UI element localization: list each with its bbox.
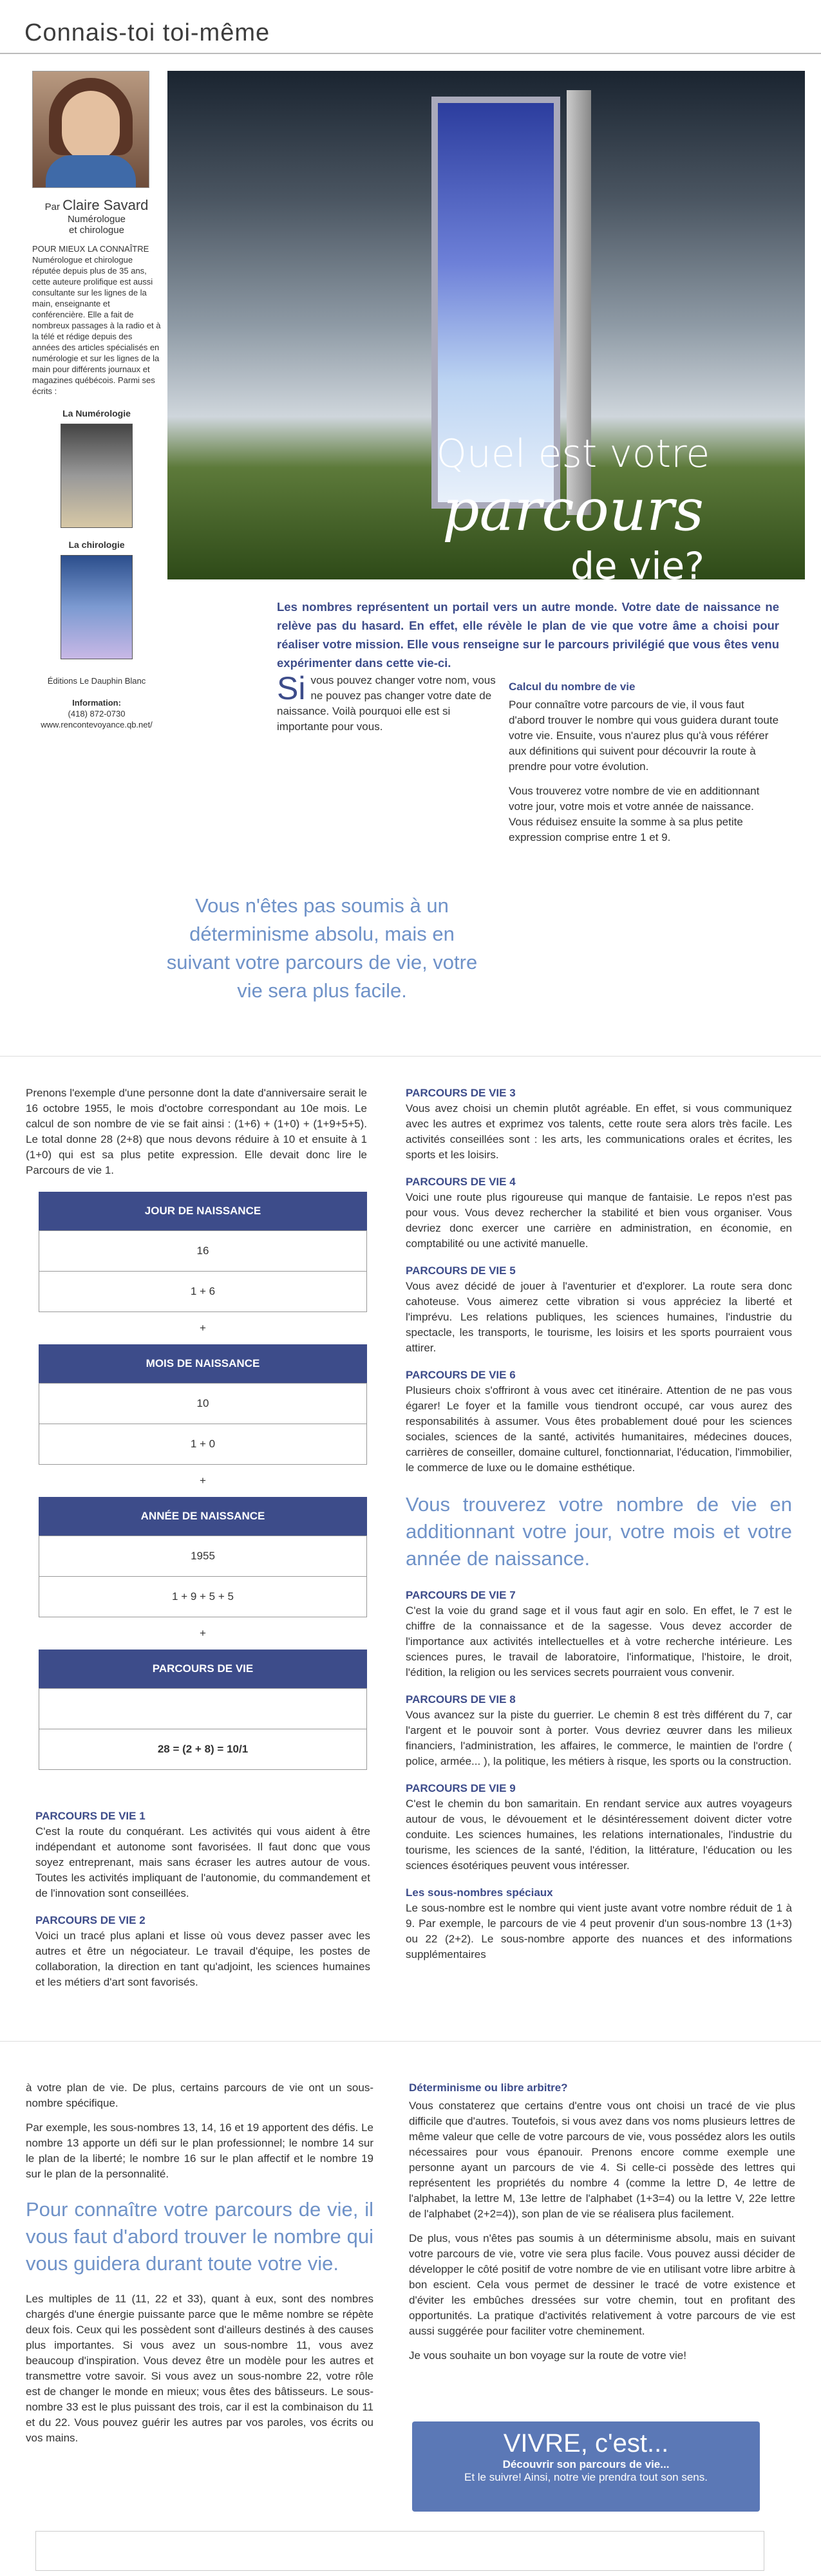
table-cell: 1 + 6 (39, 1272, 367, 1312)
page-2 (0, 1056, 821, 2022)
table-cell: 10 (39, 1384, 367, 1424)
table-header-jour: JOUR DE NAISSANCE (39, 1192, 367, 1231)
section-header (0, 0, 821, 58)
pull-quote: Vous n'êtes pas soumis à un déterminisme absolu, mais en suivant votre parcours de vie, votre vie sera plus facile. (166, 894, 478, 1002)
pv8-text: Vous avancez sur la piste du guerrier. Le chemin 8 est très différent du 7, car l'argent et le pouvoir sont à porter. Vous devriez œuvrer dans les milieux financiers, l'administration, les affaires, le commerce, le maintien de l'ordre ( police, armée... ), la politique, les métiers à risque, les sports ou la construction. (406, 1709, 792, 1767)
title-line-2: parcours (442, 476, 704, 544)
page-3 (0, 2041, 821, 2576)
vivre-box (412, 2421, 760, 2512)
author-bio: POUR MIEUX LA CONNAÎTRE Numérologue et chirologue réputée depuis plus de 35 ans, cette auteure prolifique est aussi consultante sur les lignes de la main, enseignante et conférencière. Elle a fait de nombreux passages à la radio et à la télé et rédige depuis des années des articles spécialisés en numérologie et sur les lignes de la main pour différents journaux et magazines québécois. Parmi ses écrits : (32, 244, 161, 396)
info-label: Information: (72, 698, 121, 708)
calcul-title: Calcul du nombre de vie (509, 681, 636, 693)
plus-sign: + (200, 1322, 206, 1334)
parcours-left-column (35, 1797, 370, 1990)
book-numerologie (32, 408, 161, 528)
pv2-title: PARCOURS DE VIE 2 (35, 1914, 146, 1926)
website-link[interactable]: www.rencontevoyance.qb.net/ (41, 720, 153, 729)
p3-r2: De plus, vous n'êtes pas soumis à un déterminisme absolu, mais en suivant votre parcours de vie, votre vie sera plus facile. Vous pouvez aussi décider de développer le côté positif de votre nombre de vie en utilisant votre libre arbitre à bon escient. Cela vous permet de dessiner le tracé de votre existence et d'éviter les embûches dressées sur votre chemin, tout en profitant des opportunités. La pratique d'activités relativement à votre parcours de vie est aussi suggérée pour faciliter votre cheminement. (409, 2232, 795, 2337)
lead-paragraph: Les nombres représentent un portail vers un autre monde. Votre date de naissance ne relève pas du hasard. En effet, elle révèle le plan de vie que votre âme a choisi pour réaliser votre mission. Elle vous renseigne sur le parcours privilégié que vous êtes venu expérimenter dans cette vie-ci. (277, 600, 779, 670)
pv8-title: PARCOURS DE VIE 8 (406, 1693, 516, 1706)
intro-paragraph (277, 670, 496, 735)
book-cover-image (61, 424, 133, 528)
table-header-annee: ANNÉE DE NAISSANCE (39, 1497, 367, 1536)
table-cell-empty (39, 1689, 367, 1729)
pv3-title: PARCOURS DE VIE 3 (406, 1087, 516, 1099)
pull-quote-2: Vous trouverez votre nombre de vie en additionnant votre jour, votre mois et votre année de naissance. (406, 1493, 792, 1570)
author-photo (32, 71, 149, 188)
pv2-text: Voici un tracé plus aplani et lisse où vous devez passer avec les autres et être un négociateur. Le travail d'équipe, les postes de collaboration, la direction en tant qu'adjoint, les sciences humaines et les métiers d'art sont favorisés. (35, 1930, 370, 1988)
title-line-1: Quel est votre (436, 431, 710, 476)
pv6-text: Plusieurs choix s'offriront à vous avec cet itinéraire. Attention de ne pas vous égarer! Le foyer et la famille vous tiendront occupé, car vous aurez des responsabilités à assumer. Vous êtes probablement doué pour les sciences sociales, sciences de la santé, activités humanitaires, médecines douces, carrières de conseiller, domaine culturel, fonctionnariat, l'éducation, l'immobilier, le commerce de luxe ou le domaine esthétique. (406, 1384, 792, 1474)
page3-left-column (26, 2080, 373, 2446)
table-cell-result: 28 = (2 + 8) = 10/1 (39, 1729, 367, 1770)
p3-r1: Vous constaterez que certains d'entre vous ont choisi un tracé de vie plus difficile que d'autres. Toutefois, si vous avez dans vos noms plusieurs lettres de même valeur que celle de votre parcours de vie, vous possédez alors les outils nécessaires pour vous épanouir. Prenons encore comme exemple une personne ayant un parcours de vie 4. Si celle-ci possède des lettres qui représentent les propriétés du nombre 4 (comme la lettre D, 4e lettre de l'alphabet, la lettre M, 13e lettre de l'alphabet (1+3=4) ou la lettre V, 22e lettre de l'alphabet (2+2=4)), son plan de vie se réalisera plus facilement. (409, 2100, 795, 2220)
author-sidebar (32, 71, 161, 730)
p3-l3: Les multiples de 11 (11, 22 et 33), quant à eux, sont des nombres chargés d'une énergie puissante parce que le même nombre se répète deux fois. Ceux qui les possèdent sont d'ailleurs destinés à des causes plus importantes. Si vous avez un sous-nombre 11, vous avez beaucoup d'inspiration. Vous devez être un modèle pour les autres et transmettre votre savoir. Si vous avez un sous-nombre 22, votre rôle est de changer le monde en mieux; vous êtes des bâtisseurs. Le sous-nombre 33 est le plus puissant des trois, car il est la combinaison du 11 et du 22. Vous pouvez guérir les autres par vos paroles, vos écrits ou vos mains. (26, 2293, 373, 2444)
pv4-text: Voici une route plus rigoureuse qui manque de fantaisie. Le repos n'est pas pour vous. Vous devez rechercher la stabilité et bien vous organiser. Vous devriez donc exercer une carrière en administration, en économie, en comptabilité ou une activité manuelle. (406, 1191, 792, 1250)
table-cell: 1 + 9 + 5 + 5 (39, 1577, 367, 1617)
title-line-3: de vie? (571, 544, 704, 579)
phone: (418) 872-0730 (68, 709, 126, 719)
section-title: Connais-toi toi-même (24, 19, 270, 46)
table-header-mois: MOIS DE NAISSANCE (39, 1344, 367, 1384)
hero-image (167, 71, 805, 579)
intro-text: vous pouvez changer votre nom, vous ne pouvez pas changer votre date de naissance. Voilà pourquoi elle est si importante pour vous. (277, 674, 496, 733)
sous-nombres-text: Le sous-nombre est le nombre qui vient juste avant votre nombre réduit de 1 à 9. Par exemple, le parcours de vie 4 peut provenir d'un sous-nombre 13 (1+3) ou 22 (2+2). Le sous-nombre apporte des nuances et des informations supplémentaires (406, 1902, 792, 1960)
pv5-title: PARCOURS DE VIE 5 (406, 1264, 516, 1277)
parcours-right-column (406, 1086, 792, 1962)
by-label: Par (44, 202, 60, 212)
table-header-parcours: PARCOURS DE VIE (39, 1650, 367, 1689)
pv1-text: C'est la route du conquérant. Les activités qui vous aident à être indépendant et autonome sont favorisées. Il faut donc que vous soyez entreprenant, mais sans écraser les autres autour de vous. Toutes les activités impliquant de l'autonomie, du commandement et de l'innovation sont conseillées. (35, 1825, 370, 1899)
plus-sign: + (200, 1474, 206, 1487)
determinisme-title: Déterminisme ou libre arbitre? (409, 2082, 568, 2094)
page-1 (0, 0, 821, 1030)
vivre-title: VIVRE, c'est... (503, 2429, 669, 2458)
plus-sign: + (200, 1627, 206, 1639)
author-role-2: et chirologue (69, 225, 124, 236)
table-cell: 16 (39, 1231, 367, 1272)
publisher: Éditions Le Dauphin Blanc (47, 676, 146, 686)
author-name: Claire Savard (62, 197, 149, 213)
pv5-text: Vous avez décidé de jouer à l'aventurier et d'explorer. La route sera donc cahoteuse. Vous aimerez cette vibration si vous appréciez la liberté et l'imprévu. Les relations publiques, les sciences humaines, l'industrie du spectacle, les transports, le tourisme, les loisirs et les sports pourraient vous attirer. (406, 1280, 792, 1354)
p3-l2: Par exemple, les sous-nombres 13, 14, 16 et 19 apportent des défis. Le nombre 13 apporte un défi sur le plan professionnel; le nombre 14 sur le plan de la liberté; le nombre 16 sur le plan affectif et le nombre 19 sur le plan de la personnalité. (26, 2121, 373, 2180)
pv3-text: Vous avez choisi un chemin plutôt agréable. En effet, si vous communiquez avec les autres et exprimez vos talents, cette route sera alors très facile. Les activités conseillées sont : les arts, les communications orales et écrites, les sports et les loisirs. (406, 1102, 792, 1161)
author-role-1: Numérologue (67, 214, 126, 225)
p3-l1: à votre plan de vie. De plus, certains parcours de vie ont un sous-nombre spécifique. (26, 2082, 373, 2109)
sous-nombres-title: Les sous-nombres spéciaux (406, 1886, 553, 1899)
book-1-label: La Numérologie (62, 408, 131, 418)
article-title (380, 431, 766, 579)
calcul-p2: Vous trouverez votre nombre de vie en additionnant votre jour, votre mois et votre année de naissance. Vous réduisez ensuite la somme à sa plus petite expression comprise entre 1 et 9. (509, 785, 760, 843)
author-byline (32, 197, 161, 236)
pv6-title: PARCOURS DE VIE 6 (406, 1369, 516, 1381)
book-2-label: La chirologie (68, 540, 125, 550)
drop-cap: Si (277, 670, 306, 706)
vivre-subtitle: Découvrir son parcours de vie... (502, 2458, 670, 2470)
book-chirologie (32, 540, 161, 659)
pv7-title: PARCOURS DE VIE 7 (406, 1589, 516, 1601)
calcul-section (509, 679, 779, 845)
p3-r3: Je vous souhaite un bon voyage sur la route de votre vie! (409, 2349, 686, 2362)
table-cell: 1 + 0 (39, 1424, 367, 1465)
pv9-text: C'est le chemin du bon samaritain. En rendant service aux autres voyageurs autour de vous, le dévouement et le désintéressement doivent dicter votre conduite. Les sciences humaines, les relations internationales, l'industrie du tourisme, les sciences de la santé, l'édition, la littérature, l'éducation ou les sciences ésotériques peuvent vous intéresser. (406, 1798, 792, 1872)
calcul-p1: Pour connaître votre parcours de vie, il vous faut d'abord trouver le nombre qui vous guidera durant toute votre vie. Ensuite, vous n'aurez plus qu'à vous référer aux définitions qui suivent pour découvrir la route à prendre pour votre évolution. (509, 699, 779, 773)
pv4-title: PARCOURS DE VIE 4 (406, 1176, 516, 1188)
header-rule (0, 53, 821, 54)
vivre-subtitle-2: Et le suivre! Ainsi, notre vie prendra tout son sens. (464, 2471, 708, 2483)
page3-right-column (409, 2080, 795, 2364)
pull-quote-3: Pour connaître votre parcours de vie, il vous faut d'abord trouver le nombre qui vous guidera durant toute votre vie. (26, 2198, 373, 2275)
author-info (32, 675, 161, 730)
table-cell: 1955 (39, 1536, 367, 1577)
pv7-text: C'est la voie du grand sage et il vous faut agir en solo. En effet, le 7 est le chiffre de la connaissance et de la sagesse. Vous devez accorder de l'importance aux activités intellectuelles et à votre recherche intérieure. Les sciences pures, le travail de laboratoire, l'informatique, l'histoire, le droit, l'édition, la religion ou les services secrets pourraient vous convenir. (406, 1604, 792, 1678)
pv1-title: PARCOURS DE VIE 1 (35, 1810, 146, 1822)
book-cover-image (61, 555, 133, 659)
calculation-table (39, 1192, 367, 1770)
pv9-title: PARCOURS DE VIE 9 (406, 1782, 516, 1794)
example-paragraph: Prenons l'exemple d'une personne dont la date d'anniversaire serait le 16 octobre 1955, le mois d'octobre correspondant au 10e mois. Le calcul de son nombre de vie se fait ainsi : (1+6) + (1+0) + (1+9+5+5). Le total donne 28 (2+8) que nous devons réduire à 10 et ensuite à 1 (1+0) qui est sa plus petite expression. Elle devait donc lire le Parcours de vie 1. (26, 1087, 367, 1176)
bottom-frame (35, 2531, 764, 2571)
